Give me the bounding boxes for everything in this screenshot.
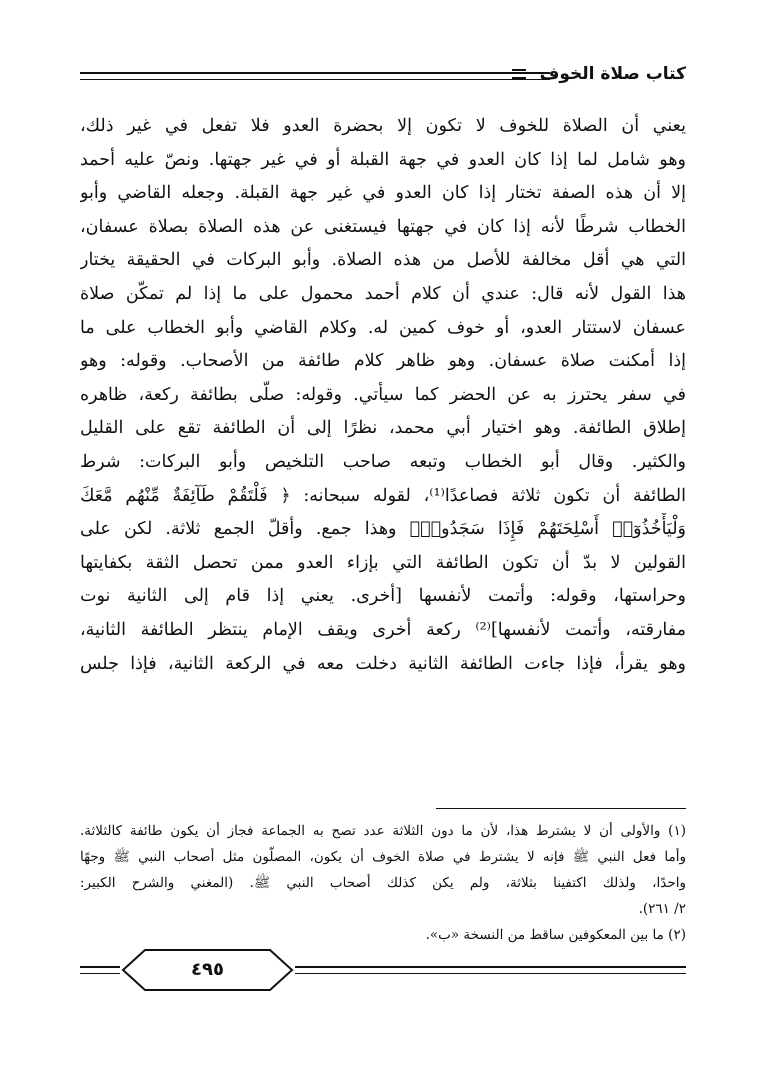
footnotes	[80, 818, 686, 948]
footer-rule-right	[295, 966, 686, 974]
footnote-line: وأما فعل النبي ﷺ فإنه لا يشترط في صلاة الخوف أن يكون، المصلّون مثل أصحاب النبي ﷺ وجهًا	[80, 849, 686, 865]
text-line: الخطاب شرطًا لأنه إذا كان في جهتها فيستغنى عن هذه الصلاة بصلاة عسفان،	[80, 216, 686, 237]
footnote-line: (٢) ما بين المعكوفين ساقط من النسخة «ب».	[425, 927, 686, 943]
text-line: وحراستها، وقوله: وأتمت لأنفسها [أخرى. يعني إذا قام إلى الثانية نوت	[80, 586, 686, 607]
text-line: عسفان لاستتار العدو، أو خوف كمين له. وكلام القاضي وأبو الخطاب على ما	[80, 317, 686, 338]
footnote-line: ٢/ ٢٦١).	[638, 901, 686, 917]
running-header	[80, 62, 686, 90]
header-mark	[512, 69, 526, 79]
footnote-separator	[436, 808, 686, 809]
footer-rule-left	[80, 966, 120, 974]
running-title	[512, 62, 686, 86]
text-line: يعني أن الصلاة للخوف لا تكون إلا بحضرة العدو فلا تفعل في غير ذلك،	[80, 116, 686, 136]
header-rule	[80, 72, 550, 80]
running-title-text: كتاب صلاة الخوف	[539, 64, 686, 84]
text-line: وهو شامل لما إذا كان العدو في جهة القبلة أو في غير جهتها. ونصّ عليه أحمد	[80, 149, 686, 170]
page-number-badge	[120, 948, 295, 992]
page-number: ٤٩٥	[191, 959, 224, 980]
text-line: إطلاق الطائفة. وهو اختيار أبي محمد، نظرًا إلى أن الطائفة تقع على القليل	[80, 418, 686, 439]
main-text	[80, 110, 686, 681]
footnote-line: (١) والأولى أن لا يشترط هذا، لأن ما دون الثلاثة عدد تصح به الجماعة فجاز أن يكون طائفة كالثلاثة.	[80, 823, 686, 839]
text-line: هذا القول لأنه قال: عندي أن كلام أحمد محمول على ما إذا لم تمكّن صلاة	[80, 283, 686, 304]
page-footer	[80, 948, 686, 998]
text-line: وهو يقرأ، فإذا جاءت الطائفة الثانية دخلت معه في الركعة الثانية، فإذا جلس	[80, 653, 686, 674]
text-line: الطائفة أن تكون ثلاثة فصاعدًا⁽¹⁾، لقوله سبحانه: ﴿ فَلْتَقُمْ طَآئِفَةٌ مِّنْهُم مَّعَكَ	[80, 485, 686, 506]
text-line: وَلْيَأْخُذُوٓا۟ أَسْلِحَتَهُمْ فَإِذَا سَجَدُوا۟﴾ وهذا جمع. وأقلّ الجمع ثلاثة. لكن على	[80, 519, 686, 540]
footnote-line: واحدًا، ولذلك اكتفينا بثلاثة، ولم يكن كذلك أصحاب النبي ﷺ. (المغني والشرح الكبير:	[80, 875, 686, 891]
text-line: القولين لا بدّ أن تكون الطائفة التي بإزاء العدو ممن تحصل الثقة بكفايتها	[80, 552, 686, 573]
text-line: مفارقته، وأتمت لأنفسها]⁽²⁾ ركعة أخرى ويقف الإمام ينتظر الطائفة الثانية،	[80, 619, 686, 640]
text-line: إلا أن هذه الصفة تختار إذا كان العدو في غير جهة القبلة. وجعله القاضي وأبو	[80, 183, 686, 204]
text-line: إذا أمكنت صلاة عسفان. وهو ظاهر كلام طائفة من الأصحاب. وقوله: وهو	[80, 351, 686, 372]
text-line: والكثير. وقال أبو الخطاب وتبعه صاحب التلخيص وأبو البركات: شرط	[80, 451, 686, 472]
text-line: التي هي أقل مخالفة للأصل من هذه الصلاة. وأبو البركات في الحقيقة يختار	[80, 250, 686, 271]
text-line: في سفر يحترز به عن الحضر كما سيأتي. وقوله: صلّى بطائفة ركعة، ظاهره	[80, 384, 686, 405]
